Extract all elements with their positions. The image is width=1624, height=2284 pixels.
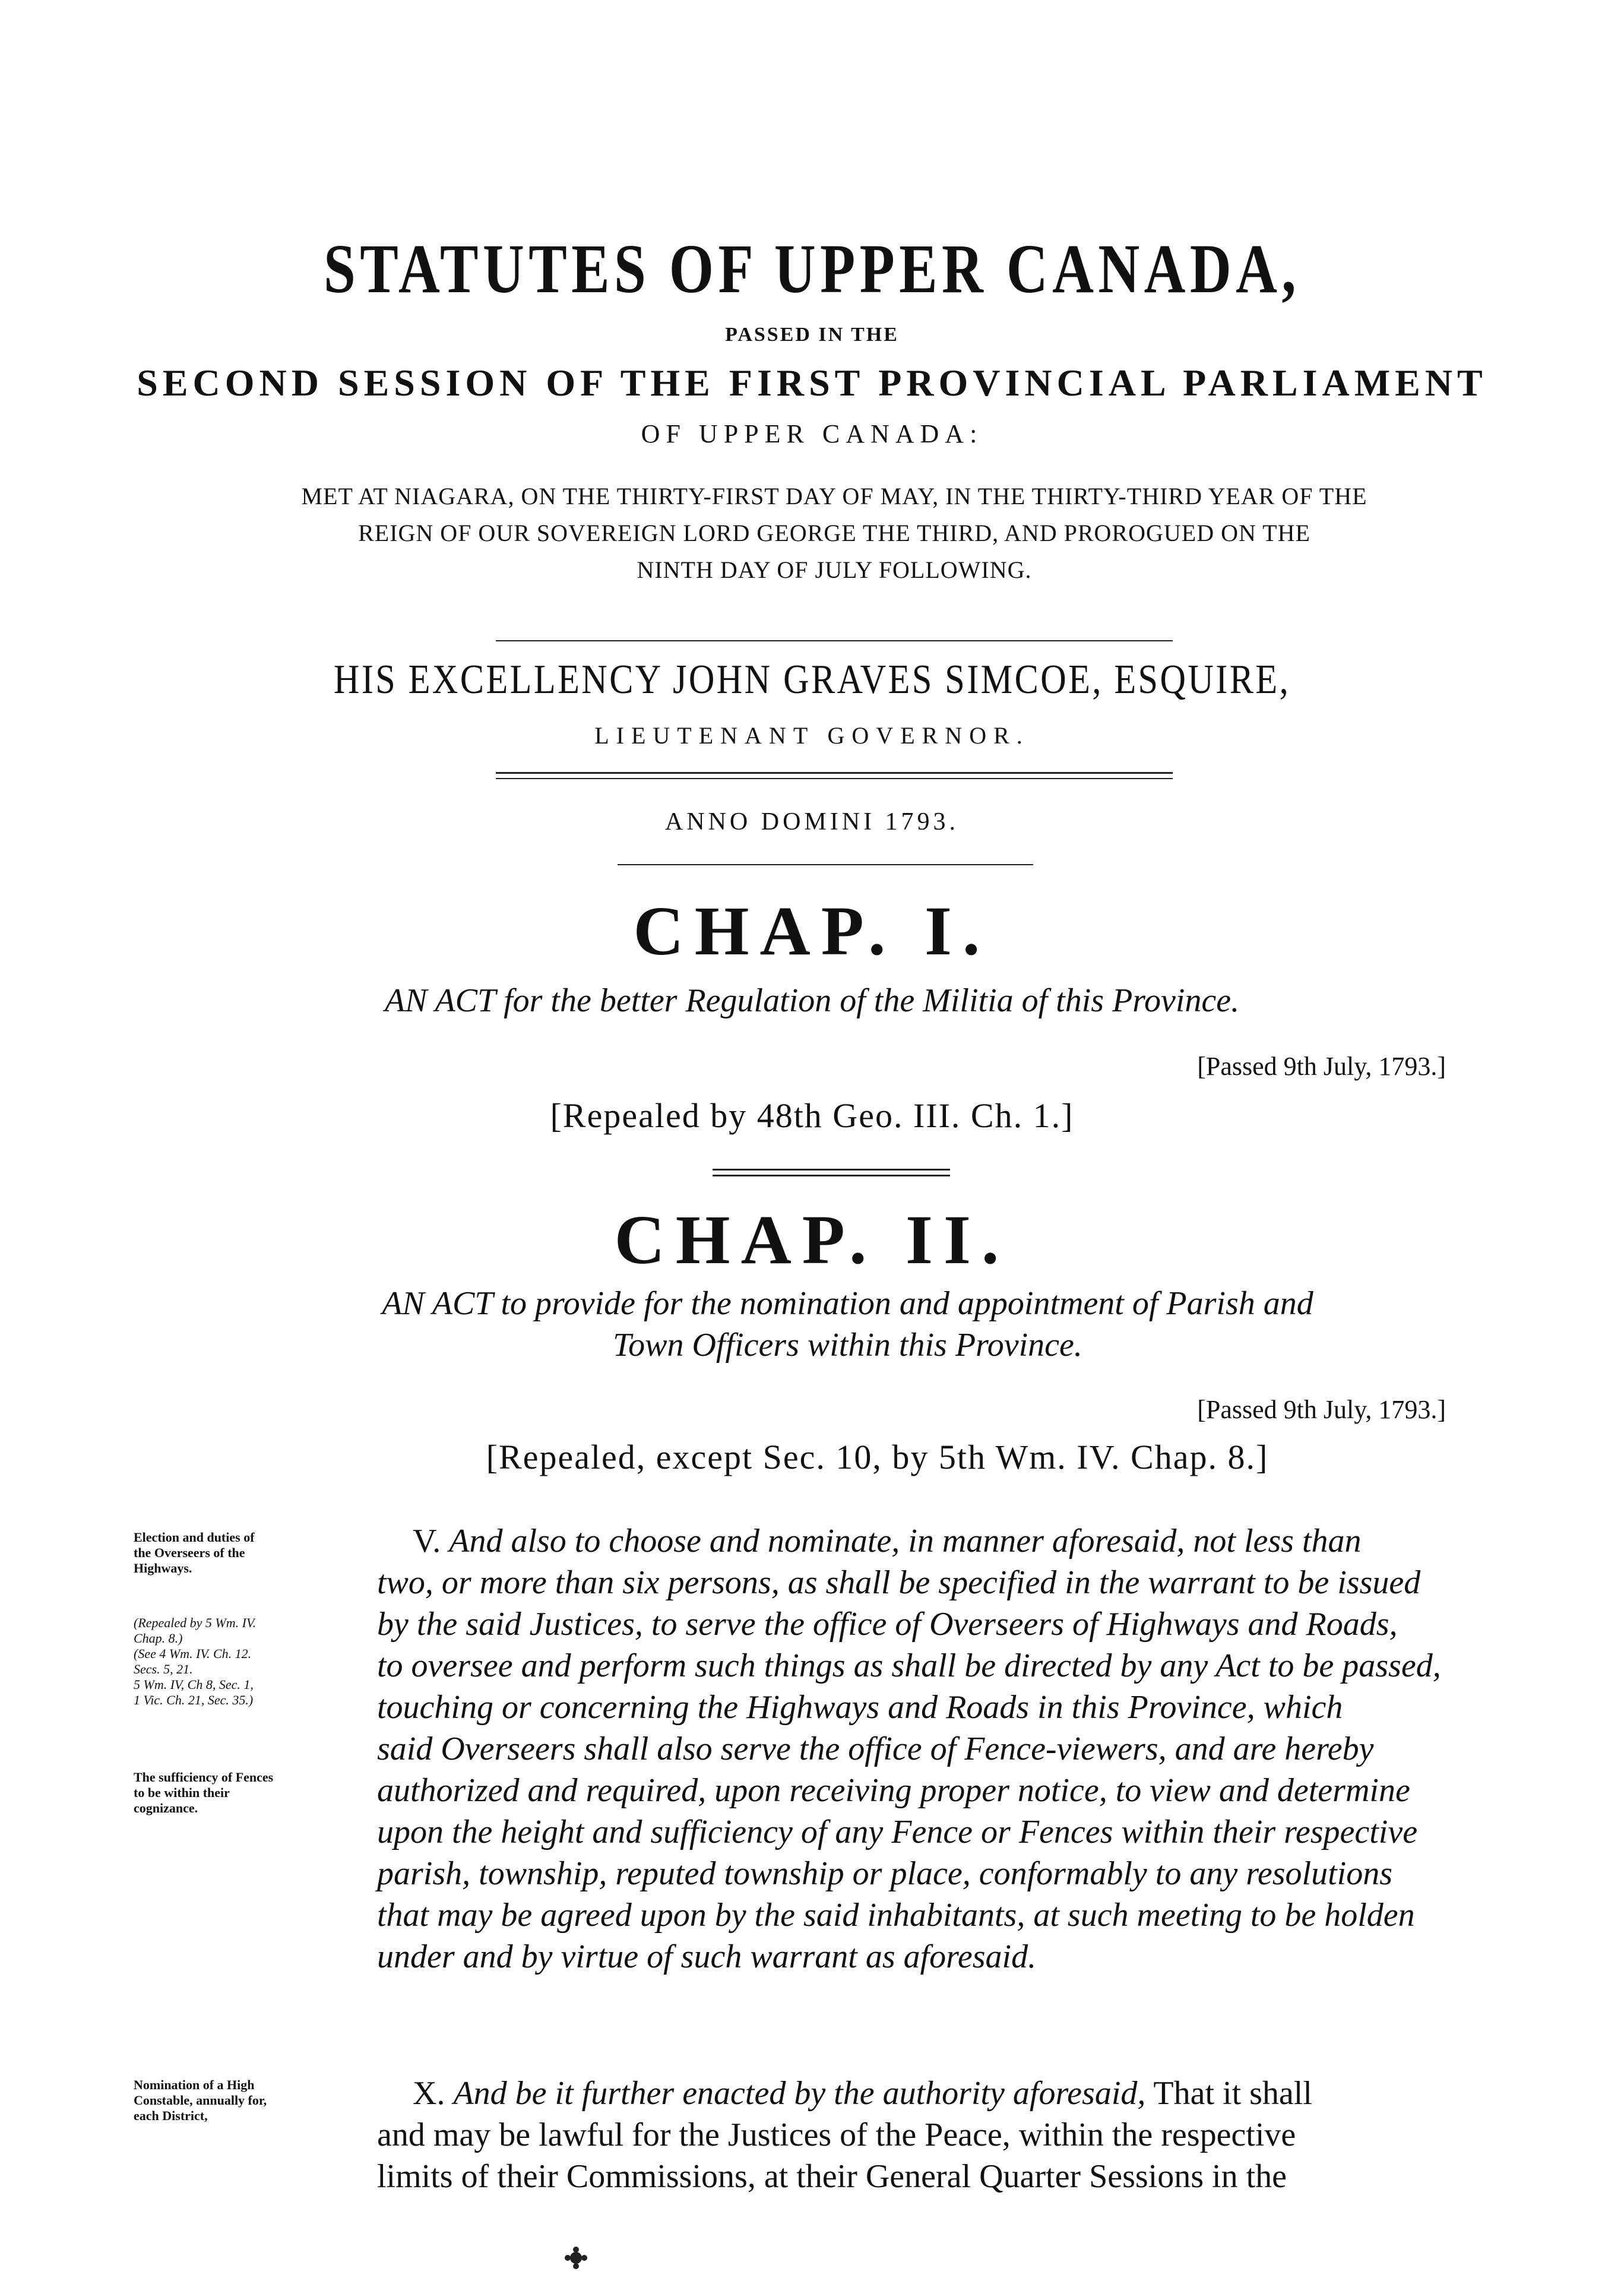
governor-name: HIS EXCELLENCY JOHN GRAVES SIMCOE, ESQUIRE, (333, 657, 1291, 703)
margin-note-line: Highways. (134, 1561, 192, 1576)
section-line (377, 2073, 1511, 2114)
passed-in-label: PASSED IN THE (725, 324, 899, 346)
divider-rule (496, 640, 1173, 641)
section-line-text: And also to choose and nominate, in manner aforesaid, not less than (449, 1523, 1362, 1559)
act-title-line: AN ACT to provide for the nomination and appointment of Parish and (382, 1285, 1313, 1322)
meeting-description (145, 478, 1523, 589)
margin-note (134, 2077, 335, 2124)
divider-rule (496, 772, 1173, 774)
session-heading: SECOND SESSION OF THE FIRST PROVINCIAL PARLIAMENT (137, 362, 1487, 404)
passed-date: [Passed 9th July, 1793.] (1197, 1395, 1446, 1424)
margin-note-line: Election and duties of (134, 1530, 255, 1545)
margin-note (134, 1615, 335, 1708)
margin-note-line: the Overseers of the (134, 1545, 245, 1560)
section-line-text: That it shall (1153, 2075, 1312, 2112)
margin-note-line: Constable, annually for, (134, 2093, 267, 2108)
meeting-line-3: NINTH DAY OF JULY FOLLOWING. (637, 556, 1032, 583)
section-v (377, 1520, 1511, 1978)
margin-note-line: (See 4 Wm. IV. Ch. 12. (134, 1646, 252, 1661)
page-title: STATUTES OF UPPER CANADA, (324, 230, 1300, 308)
margin-note-line: Secs. 5, 21. (134, 1662, 193, 1676)
margin-note-line: (Repealed by 5 Wm. IV. (134, 1615, 257, 1630)
act-title (0, 1283, 1624, 1366)
passed-date: [Passed 9th July, 1793.] (1197, 1052, 1446, 1081)
section-line: authorized and required, upon receiving proper notice, to view and determine (377, 1772, 1410, 1809)
divider-rule (618, 864, 1033, 865)
section-italic-lead: And be it further enacted by the authority aforesaid, (453, 2075, 1146, 2112)
margin-note-line: 5 Wm. IV, Ch 8, Sec. 1, (134, 1677, 254, 1692)
section-line: two, or more than six persons, as shall be specified in the warrant to be issued (377, 1564, 1421, 1601)
act-title-line: Town Officers within this Province. (613, 1327, 1082, 1364)
section-line: limits of their Commissions, at their General Quarter Sessions in the (377, 2158, 1287, 2195)
section-line: upon the height and sufficiency of any Fence or Fences within their respective (377, 1814, 1418, 1850)
section-line: by the said Justices, to serve the office of Overseers of Highways and Roads, (377, 1606, 1398, 1643)
section-x (377, 2073, 1511, 2197)
margin-note-line: to be within their (134, 1785, 230, 1800)
margin-note (134, 1770, 335, 1816)
section-line: parish, township, reputed township or place, conformably to any resolutions (377, 1855, 1393, 1892)
margin-note-line: each District, (134, 2108, 208, 2123)
repeal-note: [Repealed by 48th Geo. III. Ch. 1.] (550, 1096, 1074, 1135)
section-line: that may be agreed upon by the said inhabitants, at such meeting to be holden (377, 1897, 1415, 1934)
section-number: V. (413, 1523, 441, 1559)
section-line: under and by virtue of such warrant as aforesaid. (377, 1938, 1037, 1975)
of-upper-canada: OF UPPER CANADA: (641, 419, 983, 448)
chapter-heading: CHAP. II. (614, 1201, 1010, 1279)
divider-rule (496, 778, 1173, 779)
section-line: and may be lawful for the Justices of the Peace, within the respective (377, 2117, 1296, 2153)
section-line: said Overseers shall also serve the office of Fence-viewers, and are hereby (377, 1731, 1374, 1767)
margin-note-line: The sufficiency of Fences (134, 1770, 274, 1785)
meeting-line-2: REIGN OF OUR SOVEREIGN LORD GEORGE THE THIRD, AND PROROGUED ON THE (358, 520, 1310, 546)
act-title: AN ACT for the better Regulation of the Militia of this Province. (384, 982, 1240, 1019)
repeal-note: [Repealed, except Sec. 10, by 5th Wm. IV. Chap. 8.] (486, 1438, 1269, 1476)
divider-rule (713, 1169, 950, 1171)
margin-note-line: Nomination of a High (134, 2077, 255, 2092)
margin-note-line: Chap. 8.) (134, 1631, 183, 1646)
section-line: touching or concerning the Highways and Roads in this Province, which (377, 1689, 1343, 1726)
meeting-line-1: MET AT NIAGARA, ON THE THIRTY-FIRST DAY OF MAY, IN THE THIRTY-THIRD YEAR OF THE (301, 483, 1367, 510)
printer-ornament-icon (563, 2245, 589, 2271)
chapter-heading: CHAP. I. (633, 892, 991, 970)
divider-rule (713, 1175, 950, 1176)
margin-note (134, 1530, 335, 1576)
margin-note-line: cognizance. (134, 1801, 198, 1815)
governor-title: LIEUTENANT GOVERNOR. (594, 722, 1030, 749)
anno-domini: ANNO DOMINI 1793. (664, 808, 960, 836)
section-number: X. (413, 2075, 445, 2112)
section-line (377, 1520, 1511, 1562)
margin-note-line: 1 Vic. Ch. 21, Sec. 35.) (134, 1693, 254, 1707)
section-line: to oversee and perform such things as shall be directed by any Act to be passed, (377, 1647, 1441, 1684)
